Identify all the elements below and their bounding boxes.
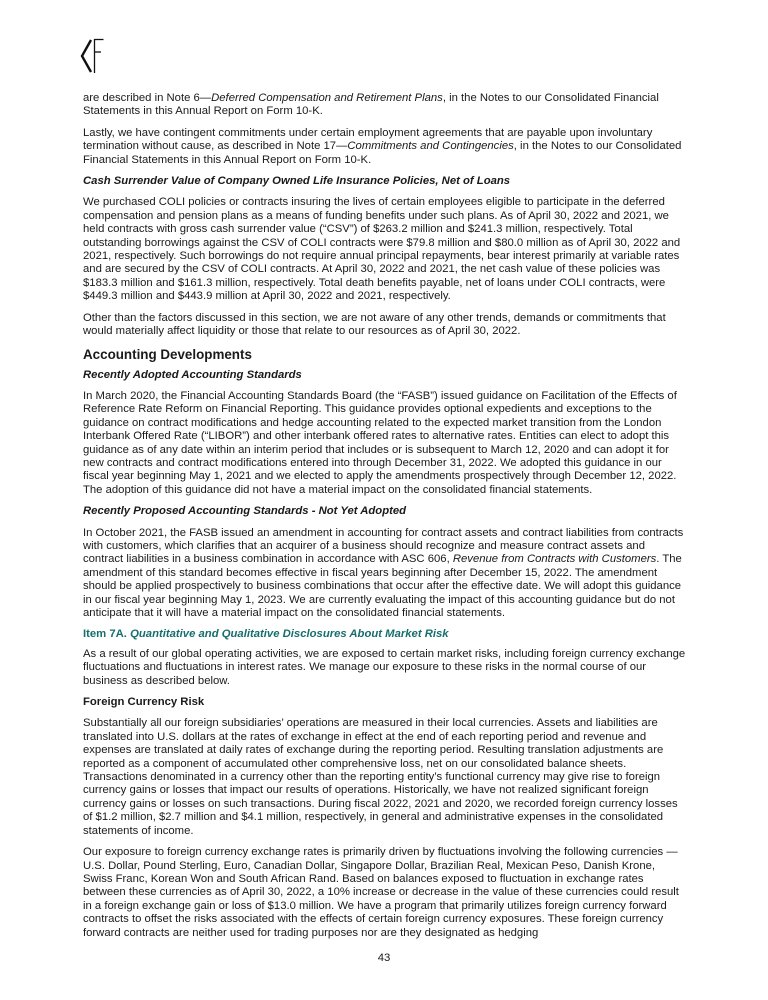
section-subheading: Recently Proposed Accounting Standards - Not Yet Adopted (83, 505, 407, 518)
item-heading: Item 7A. Quantitative and Qualitative Disclosures About Market Risk (83, 628, 449, 641)
section-subheading: Cash Surrender Value of Company Owned Life Insurance Policies, Net of Loans (83, 175, 511, 188)
section-heading: Accounting Developments (83, 346, 252, 362)
page-number: 43 (377, 952, 391, 964)
paragraph: In October 2021, the FASB issued an amendment in accounting for contract assets and contract liabilities from contracts with customers, which clarifies that an acquirer of a business should recognize and measure contract assets and contract liabilities in a business combination in accordance with ASC 606, Revenue from Contracts with Customers. The amendment of this standard becomes effective in fiscal years beginning after December 15, 2022. The amendment should be applied prospectively to business combinations that occur after the effective date. We will adopt this guidance in our fiscal year beginning May 1, 2023. We are currently evaluating the impact of this accounting guidance but do not anticipate that it will have a material impact on the consolidated financial statements. (83, 526, 684, 619)
paragraph: Other than the factors discussed in this section, we are not aware of any other trends, demands or commitments that would materially affect liquidity or those that relate to our resources as of April 30, 2022. (83, 311, 666, 338)
paragraph: are described in Note 6—Deferred Compensation and Retirement Plans, in the Notes to our Consolidated Financial Statements in this Annual Report on Form 10-K. (83, 92, 659, 118)
section-subheading: Recently Adopted Accounting Standards (83, 368, 302, 381)
paragraph: Lastly, we have contingent commitments under certain employment agreements that are payable upon involuntary termination without cause, as described in Note 17—Commitments and Contingencies, in the Notes to our Consolidated Financial Statements in this Annual Report on Form 10-K. (83, 126, 682, 166)
document-body (83, 92, 687, 948)
paragraph: In March 2020, the Financial Accounting Standards Board (the “FASB”) issued guidance on Facilitation of the Effects of Reference Rate Reform on Financial Reporting. This guidance provides optional expedients and exceptions to the guidance on contract modifications and hedge accounting related to the expected market transition from the London Interbank Offered Rate (“LIBOR”) and other interbank offered rates to alternative rates. Entities can elect to adopt this guidance as of any date within an interim period that includes or is subsequent to March 12, 2020 and can adopt it for new contracts and contract modifications entered into through December 31, 2022. We adopted this guidance in our fiscal year beginning May 1, 2021 and we elected to apply the amendments prospectively through December 12, 2022. The adoption of this guidance did not have a material impact on the consolidated financial statements. (83, 389, 677, 496)
paragraph: As a result of our global operating activities, we are exposed to certain market risks, including foreign currency exchange fluctuations and fluctuations in interest rates. We manage our exposure to these risks in the normal course of our business as described below. (83, 647, 686, 687)
kf-logo (80, 38, 104, 74)
section-subheading: Foreign Currency Risk (83, 696, 205, 709)
paragraph: We purchased COLI policies or contracts insuring the lives of certain employees eligible to participate in the deferred compensation and pension plans as a means of funding benefits under such plans. As of April 30, 2022 and 2021, we held contracts with gross cash surrender value (“CSV”) of $263.2 million and $241.3 million, respectively. Total outstanding borrowings against the CSV of COLI contracts were $79.8 million and $80.0 million as of April 30, 2022 and 2021, respectively. Such borrowings do not require annual principal repayments, bear interest primarily at variable rates and are secured by the CSV of COLI contracts. At April 30, 2022 and 2021, the net cash value of these policies was $183.3 million and $161.3 million, respectively. Total death benefits payable, net of loans under COLI contracts, were $449.3 million and $443.9 million at April 30, 2022 and 2021, respectively. (83, 196, 681, 303)
paragraph: Substantially all our foreign subsidiaries’ operations are measured in their local currencies. Assets and liabilities are translated into U.S. dollars at the rates of exchange in effect at the end of each reporting period and revenue and expenses are translated at daily rates of exchange during the reporting period. Resulting translation adjustments are reported as a component of accumulated other comprehensive loss, net on our consolidated balance sheets. Transactions denominated in a currency other than the reporting entity’s functional currency may give rise to foreign currency gains or losses that impact our results of operations. Historically, we have not realized significant foreign currency gains or losses on such transactions. During fiscal 2022, 2021 and 2020, we recorded foreign currency losses of $1.2 million, $2.7 million and $4.1 million, respectively, in general and administrative expenses in the consolidated statements of income. (83, 717, 678, 837)
paragraph: Our exposure to foreign currency exchange rates is primarily driven by fluctuations involving the following currencies — U.S. Dollar, Pound Sterling, Euro, Canadian Dollar, Singapore Dollar, Brazilian Real, Mexican Peso, Danish Krone, Swiss Franc, Korean Won and South African Rand. Based on balances exposed to fluctuation in exchange rates between these currencies as of April 30, 2022, a 10% increase or decrease in the value of these currencies could result in a foreign exchange gain or loss of $13.0 million. We have a program that primarily utilizes foreign currency forward contracts to offset the risks associated with the effects of certain foreign currency exposures. These foreign currency forward contracts are neither used for trading purposes nor are they designated as hedging (83, 846, 679, 939)
